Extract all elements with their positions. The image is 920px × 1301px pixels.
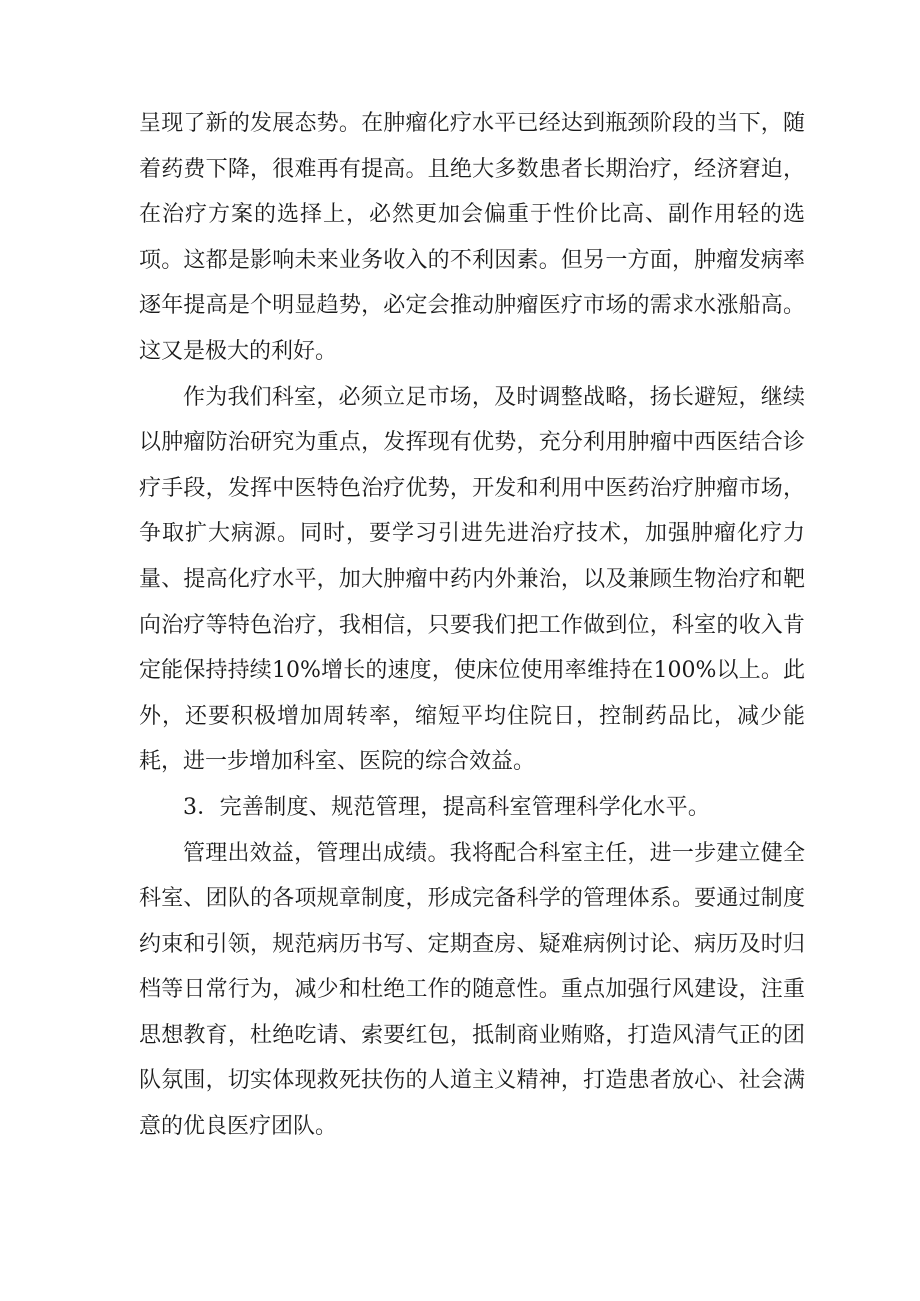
paragraph-department-strategy: 作为我们科室，必须立足市场，及时调整战略，扬长避短，继续以肿瘤防治研究为重点，发挥现有优势，充分利用肿瘤中西医结合诊疗手段，发挥中医特色治疗优势，开发和利用中医药治疗肿瘤市场，争取扩大病源。同时，要学习引进先进治疗技术，加强肿瘤化疗力量、提高化疗水平，加大肿瘤中药内外兼治，以及兼顾生物治疗和靶向治疗等特色治疗，我相信，只要我们把工作做到位，科室的收入肯定能保持持续10%增长的速度，使床位使用率维持在100%以上。此外，还要积极增加周转率，缩短平均住院日，控制药品比，减少能耗，进一步增加科室、医院的综合效益。 (139, 384, 805, 775)
document-page (139, 101, 805, 1150)
paragraph-market-trend: 呈现了新的发展态势。在肿瘤化疗水平已经达到瓶颈阶段的当下，随着药费下降，很难再有提高。且绝大多数患者长期治疗，经济窘迫，在治疗方案的选择上，必然更加会偏重于性价比高、副作用轻的选项。这都是影响未来业务收入的不利因素。但另一方面，肿瘤发病率逐年提高是个明显趋势，必定会推动肿瘤医疗市场的需求水涨船高。这又是极大的利好。 (139, 111, 805, 364)
paragraph-management-system: 管理出效益，管理出成绩。我将配合科室主任，进一步建立健全科室、团队的各项规章制度，形成完备科学的管理体系。要通过制度约束和引领，规范病历书写、定期查房、疑难病例讨论、病历及时归档等日常行为，减少和杜绝工作的随意性。重点加强行风建设，注重思想教育，杜绝吃请、索要红包，抵制商业贿赂，打造风清气正的团队氛围，切实体现救死扶伤的人道主义精神，打造患者放心、社会满意的优良医疗团队。 (139, 840, 805, 1140)
section-heading-management: 3．完善制度、规范管理，提高科室管理科学化水平。 (183, 794, 711, 820)
